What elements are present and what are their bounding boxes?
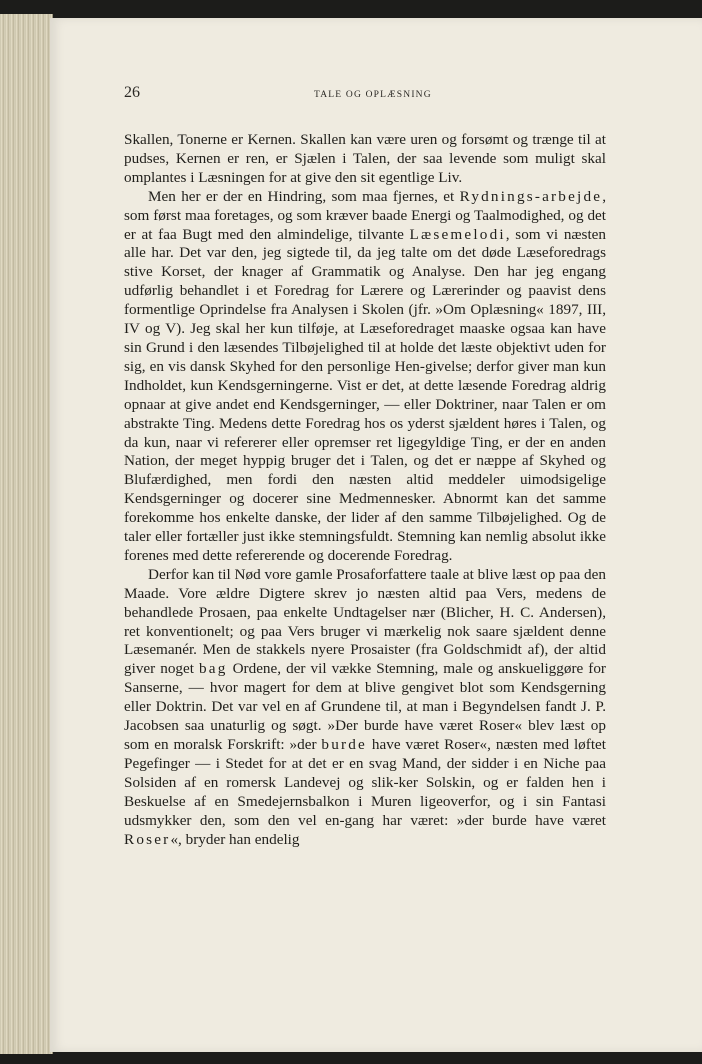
spaced-emphasis: Læsemelodi [409, 225, 506, 243]
page-header [124, 84, 604, 108]
running-title: TALE OG OPLÆSNING [314, 90, 432, 100]
spaced-emphasis: bag [199, 660, 228, 678]
spaced-emphasis: Roser [124, 830, 171, 848]
spaced-emphasis: burde [321, 736, 368, 753]
page-number: 26 [124, 84, 140, 101]
paragraph [124, 566, 606, 850]
text-run: Derfor kan til Nød vore gamle Prosaforfattere taale at blive læst op paa den Maade. Vore ældre Digtere skrev jo næsten altid paa Vers, medens de behandlede Prosaen, paa enkelte Undtagelser nær (Blicher, H. C. Andersen), ret konventionelt; og paa Vers bruger vi mærkelig nok saare sjældent denne Læsemanér. Men de stakkels nyere Prosaister (fra Goldschmidt af), der altid giver noget [124, 565, 606, 678]
spaced-emphasis: Rydnings-arbejde [459, 187, 603, 205]
book-page-edges [0, 14, 53, 1054]
text-run: Ordene, der vil vække Stemning, male og anskueliggøre for Sanserne, — hvor magert for dem at blive gengivet blot som Kendsgerning eller Doktrin. Det var vel en af Grundene til, at man i Begyndelsen fandt J. P. Jacobsen saa unaturlig og søgt. »Der burde have været Roser« blev læst op som en moralsk Forskrift: »der [124, 660, 606, 753]
body-text [124, 131, 606, 849]
paragraph [124, 131, 606, 188]
text-run: «, bryder han endelig [170, 830, 300, 848]
paragraph [124, 188, 606, 566]
text-run: Men her er der en Hindring, som maa fjernes, et [148, 187, 460, 205]
text-run: , som først maa foretages, og som kræver baade Energi og Taalmodighed, og det er at faa Bugt med den almindelige, tilvante [124, 187, 606, 243]
text-run: Skallen, Tonerne er Kernen. Skallen kan være uren og forsømt og trænge til at pudses, Kernen er ren, er Sjælen i Talen, der saa levende som muligt skal omplantes i Læsningen for at give den sit egentlige Liv. [124, 131, 606, 186]
text-run: , som vi næsten alle har. Det var den, jeg sigtede til, da jeg talte om det døde Læseforedrags stive Korset, der knager af Grammatik og Analyse. Den har jeg engang udførlig behandlet i et Foredrag for Lærere og Lærerinder og paavist dens formentlige Oprindelse fra Analysen i Skolen (jfr. »Om Oplæsning« 1897, III, IV og V). Jeg skal her kun tilføje, at Læseforedraget maaske ogsaa kan have sin Grund i den læsendes Tilbøjelighed til at holde det læste objektivt uden for sig, en vis dansk Skyhed for den personlige Hen-givelse; derfor giver man kun Indholdet, kun Kendsgerningerne. Vist er det, at dette læsende Foredrag aldrig opnaar at give andet end Kendsgerninger, — eller Doktriner, naar Talen er om abstrakte Ting. Medens dette Foredrag hos os yderst sjældent høres i Talen, og da kun, naar vi refererer eller opremser ret ligegyldige Ting, er der en anden Nation, der meget hyppig bruger det i Talen, og det er næppe af Skyhed og Blufærdighed, men fordi den næsten altid meddeler uimodsigelige Kendsgerninger og docerer sine Medmennesker. Abnormt kan det samme forekomme hos enkelte danske, der lider af den samme Tilbøjelighed. Og de taler eller fortæller just ikke stemningsfuldt. Stemning kan nemlig absolut ikke forenes med dette refererende og docerende Foredrag. [124, 225, 607, 564]
text-run: have været Roser«, næsten med løftet Pegefinger — i Stedet for at det er en svag Mand, der sidder i en Niche paa Solsiden af en romersk Landevej og slik-ker Solskin, og er falden hen i Beskuelse af en Smedejernsbalkon i Muren ligeoverfor, og i sin Fantasi udsmykker den, som den vel en-gang har været: »der burde have været [124, 736, 606, 829]
